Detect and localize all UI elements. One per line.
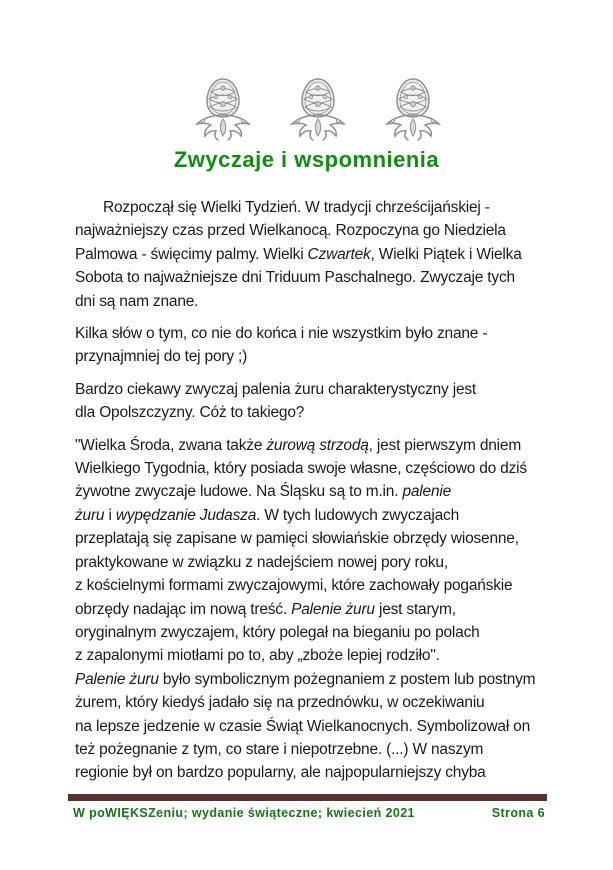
text-line (75, 480, 547, 503)
paragraph (75, 322, 547, 369)
text-segment: praktykowane w związku z nadejściem nowej pory roku, (75, 553, 448, 571)
text-segment: wypędzanie Judasza (115, 506, 257, 524)
text-segment: na lepsze jedzenie w czasie Świąt Wielkanocnych. Symbolizował on (75, 717, 531, 735)
text-segment: i (104, 506, 116, 524)
text-segment: Wielkiego Tygodnia, który posiada swoje własne, częściowo do dziś (75, 460, 527, 478)
paragraph (75, 378, 547, 425)
text-segment: żuru (75, 506, 105, 524)
text-line (75, 266, 547, 289)
text-line (75, 457, 547, 480)
easter-egg-ornament-icon (195, 77, 251, 141)
text-segment: też pożegnanie z tym, co stare i niepotrzebne. (...) W naszym (75, 740, 484, 758)
text-line (75, 504, 547, 527)
text-line (75, 691, 547, 714)
paragraph (75, 434, 547, 785)
footer-divider (68, 794, 547, 801)
text-line (75, 378, 547, 401)
text-segment: jest starym, (374, 600, 456, 618)
text-segment: . W tych ludowych zwyczajach (256, 506, 459, 524)
text-segment: przeplatają się zapisane w pamięci słowiańskie obrzędy wiosenne, (75, 530, 519, 548)
text-segment: z zapalonymi miotłami po to, aby „zboże lepiej rodziło". (75, 647, 440, 665)
text-segment: Sobota to najważniejsze dni Triduum Paschalnego. Zwyczaje tych (75, 269, 515, 287)
text-line (75, 290, 547, 313)
text-line (75, 401, 547, 424)
text-line (75, 219, 547, 242)
text-segment: Palenie żuru (291, 600, 375, 618)
ornament-row (11, 77, 613, 141)
text-segment: żywotne zwyczaje ludowe. Na Śląsku są to m.in. (75, 483, 403, 501)
text-segment: , jest pierwszym dniem (368, 436, 522, 454)
text-segment: było symbolicznym pożegnaniem z postem lub postnym (158, 670, 536, 688)
text-segment: obrzędy nadając im nową treść. (75, 600, 292, 618)
text-segment: dni są nam znane. (75, 292, 199, 310)
text-segment: Palenie żuru (75, 670, 159, 688)
text-line (75, 668, 547, 691)
text-line (75, 434, 547, 457)
text-segment: żurem, który kiedyś jadało się na przednówku, w oczekiwaniu (75, 694, 485, 712)
text-segment: regionie był on bardzo popularny, ale najpopularniejszy chyba (75, 764, 486, 782)
text-line (75, 345, 547, 368)
page-footer (68, 794, 547, 820)
easter-egg-ornament-icon (290, 77, 346, 141)
text-line (75, 243, 547, 266)
page-title: Zwyczaje i wspomnienia (173, 147, 440, 172)
text-line (75, 196, 547, 219)
easter-egg-ornament-icon (385, 77, 441, 141)
text-line (75, 322, 547, 345)
paragraph (75, 196, 547, 313)
text-segment: , Wielki Piątek i Wielka (370, 245, 522, 263)
text-segment: przynajmniej do tej pory ;) (75, 348, 248, 366)
text-line (75, 527, 547, 550)
text-segment: Bardzo ciekawy zwyczaj palenia żuru charakterystyczny jest (75, 380, 477, 398)
text-segment: Czwartek (307, 245, 371, 263)
footer-issue-info: W poWIĘKSZeniu; wydanie świąteczne; kwiecień 2021 (73, 806, 415, 820)
text-line (75, 738, 547, 761)
text-line (75, 621, 547, 644)
footer-page-number: Strona 6 (491, 806, 545, 820)
text-line (75, 574, 547, 597)
text-segment: "Wielka Środa, zwana także (75, 436, 267, 454)
text-segment: oryginalnym zwyczajem, który polegał na bieganiu po polach (75, 623, 480, 641)
text-line (75, 598, 547, 621)
text-segment: Rozpoczął się Wielki Tydzień. W tradycji chrześcijańskiej - (103, 199, 490, 216)
text-segment: Palmowa - święcimy palmy. Wielki (75, 245, 308, 263)
text-segment: z kościelnymi formami zwyczajowymi, które zachowały pogańskie (75, 577, 513, 595)
text-line (75, 761, 547, 784)
text-line (75, 644, 547, 667)
text-segment: najważniejszy czas przed Wielkanocą. Rozpoczyna go Niedziela (75, 222, 506, 240)
footer-row (68, 806, 547, 820)
text-segment: dla Opolszczyzny. Cóż to takiego? (75, 404, 305, 422)
text-line (75, 551, 547, 574)
text-segment: żurową strzodą (266, 436, 369, 454)
article-body (75, 196, 547, 794)
text-line (75, 715, 547, 738)
text-segment: Kilka słów o tym, co nie do końca i nie wszystkim było znane - (75, 325, 488, 343)
text-segment: palenie (402, 483, 452, 501)
